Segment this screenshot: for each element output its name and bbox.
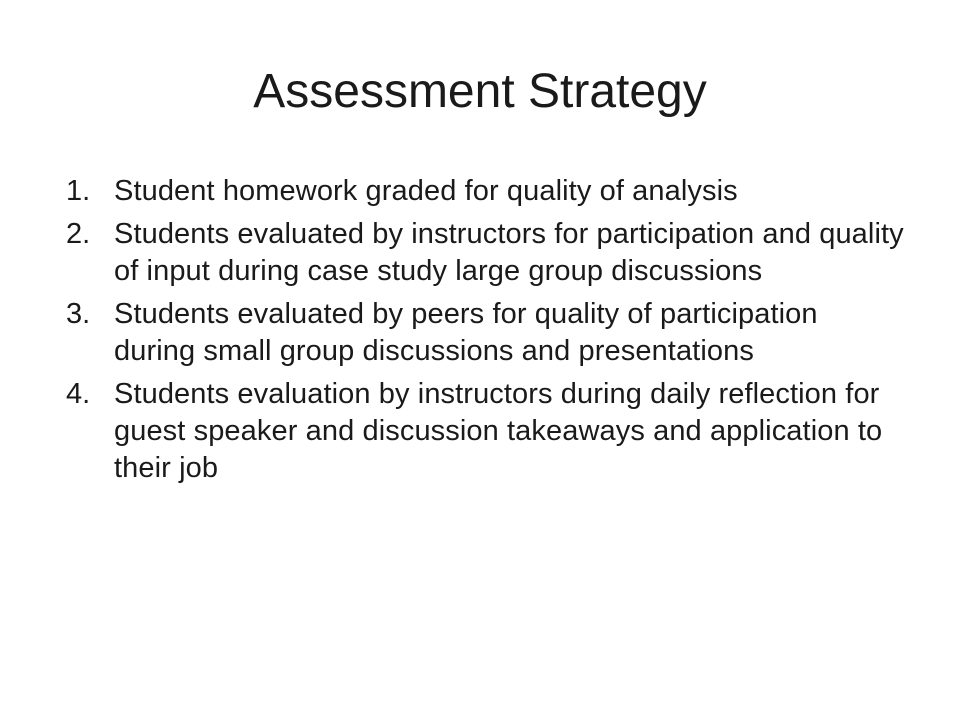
slide-title: Assessment Strategy <box>253 65 707 118</box>
list-item-number: 3. <box>66 298 91 330</box>
list-item-text: Students evaluated by peers for quality of participation during small group discussions and presentations <box>114 298 818 367</box>
list-item-text: Student homework graded for quality of analysis <box>114 175 738 207</box>
list-item-text: Students evaluation by instructors during daily reflection for guest speaker and discussion takeaways and application to their job <box>114 378 883 484</box>
list-item <box>66 173 906 210</box>
list-item <box>66 296 906 370</box>
numbered-list <box>66 173 906 493</box>
list-item-number: 1. <box>66 175 91 207</box>
list-item <box>66 376 906 487</box>
list-item <box>66 216 906 290</box>
list-item-text: Students evaluated by instructors for participation and quality of input during case study large group discussions <box>114 218 904 287</box>
list-item-number: 4. <box>66 378 91 410</box>
list-item-number: 2. <box>66 218 91 250</box>
